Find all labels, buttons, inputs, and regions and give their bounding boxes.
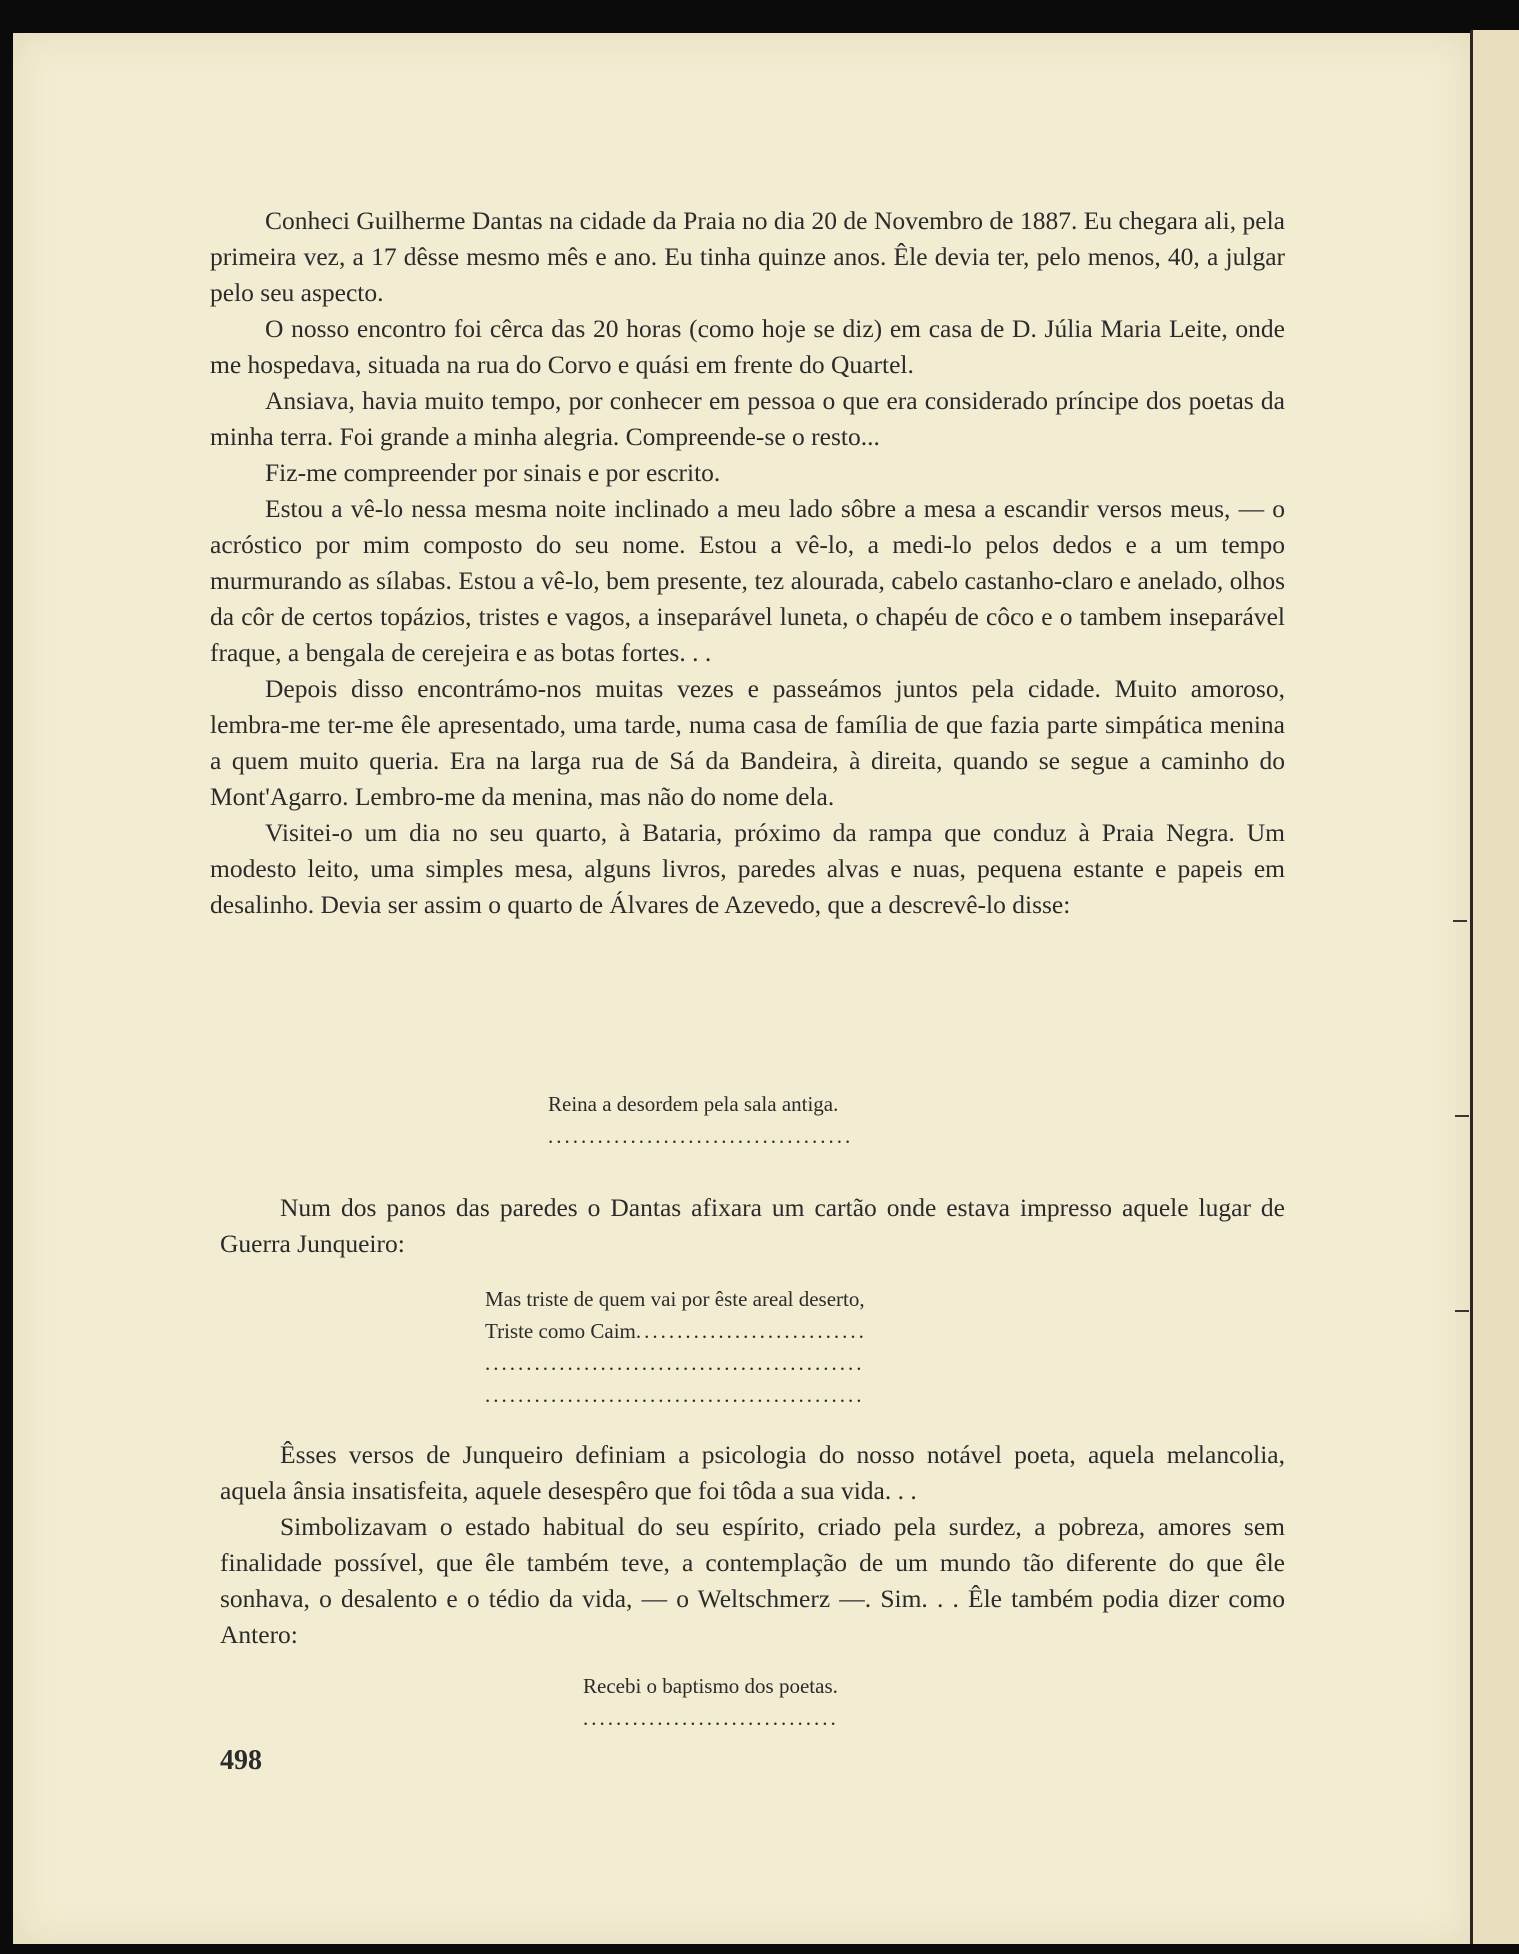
page-mark — [1455, 1115, 1469, 1117]
adjacent-page-edge — [1470, 30, 1519, 1944]
ellipsis: ............................ — [635, 1319, 867, 1343]
ellipsis-line: ..................................... — [548, 1124, 854, 1148]
page-number: 498 — [220, 1745, 262, 1776]
verse-quote-1 — [548, 1088, 938, 1152]
paragraph: O nosso encontro foi cêrca das 20 horas (como hoje se diz) em casa de D. Júlia Maria Leite, onde me hospedava, situada na rua do Corvo e quási em frente do Quartel. — [210, 314, 1285, 379]
ellipsis-line: .............................................. — [485, 1383, 865, 1407]
verse-quote-2 — [485, 1283, 1005, 1411]
paragraph: Estou a vê-lo nessa mesma noite inclinado a meu lado sôbre a mesa a escandir versos meus, — o acróstico por mim composto do seu nome. Estou a vê-lo, a medi-lo pelos dedos e a um tempo murmurando as sílabas. Estou a vê-lo, bem presente, tez alourada, cabelo castanho-claro e anelado, olhos da côr de certos topázios, tristes e vagos, a inseparável luneta, o chapéu de côco e o tambem inseparável fraque, a bengala de cerejeira e as botas fortes. . . — [210, 494, 1285, 667]
verse-line: Reina a desordem pela sala antiga. — [548, 1092, 839, 1116]
paragraph: Depois disso encontrámo-nos muitas vezes e passeámos juntos pela cidade. Muito amoroso, lembra-me ter-me êle apresentado, uma tarde, numa casa de família de que fazia parte simpática menina a quem muito queria. Era na larga rua de Sá da Bandeira, à direita, quando se segue a caminho do Mont'Agarro. Lembro-me da menina, mas não do nome dela. — [210, 674, 1285, 811]
verse-line: Recebi o baptismo dos poetas. — [583, 1674, 838, 1698]
verse-line — [485, 1315, 1005, 1347]
verse-text: Triste como Caim — [485, 1319, 636, 1343]
paragraph: Êsses versos de Junqueiro definiam a psicologia do nosso notável poeta, aquela melancolia, aquela ânsia insatisfeita, aquele desespêro que foi tôda a sua vida. . . — [220, 1440, 1285, 1505]
body-text-middle — [220, 1190, 1285, 1262]
ellipsis-line: .............................................. — [485, 1351, 865, 1375]
paragraph: Num dos panos das paredes o Dantas afixara um cartão onde estava impresso aquele lugar de Guerra Junqueiro: — [220, 1193, 1285, 1258]
paragraph: Ansiava, havia muito tempo, por conhecer em pessoa o que era considerado príncipe dos poetas da minha terra. Foi grande a minha alegria. Compreende-se o resto... — [210, 386, 1285, 451]
verse-line: Mas triste de quem vai por êste areal deserto, — [485, 1287, 865, 1311]
paragraph: Fiz-me compreender por sinais e por escrito. — [265, 458, 721, 487]
body-text-top — [210, 203, 1285, 923]
body-text-bottom — [220, 1437, 1285, 1653]
paragraph: Visitei-o um dia no seu quarto, à Bataria, próximo da rampa que conduz à Praia Negra. Um modesto leito, uma simples mesa, alguns livros, paredes alvas e nuas, pequena estante e papeis em desalinho. Devia ser assim o quarto de Álvares de Azevedo, que a descrevê-lo disse: — [210, 818, 1285, 919]
page-mark — [1455, 1310, 1469, 1312]
verse-quote-3 — [583, 1670, 913, 1734]
paragraph: Simbolizavam o estado habitual do seu espírito, criado pela surdez, a pobreza, amores sem finalidade possível, que êle também teve, a contemplação de um mundo tão diferente do que êle sonhava, o desalento e o tédio da vida, — o Weltschmerz —. Sim. . . Êle também podia dizer como Antero: — [220, 1512, 1285, 1649]
page-mark — [1453, 920, 1467, 922]
paragraph: Conheci Guilherme Dantas na cidade da Praia no dia 20 de Novembro de 1887. Eu chegara ali, pela primeira vez, a 17 dêsse mesmo mês e ano. Eu tinha quinze anos. Êle devia ter, pelo menos, 40, a julgar pelo seu aspecto. — [210, 206, 1285, 307]
ellipsis-line: ............................... — [583, 1706, 839, 1730]
